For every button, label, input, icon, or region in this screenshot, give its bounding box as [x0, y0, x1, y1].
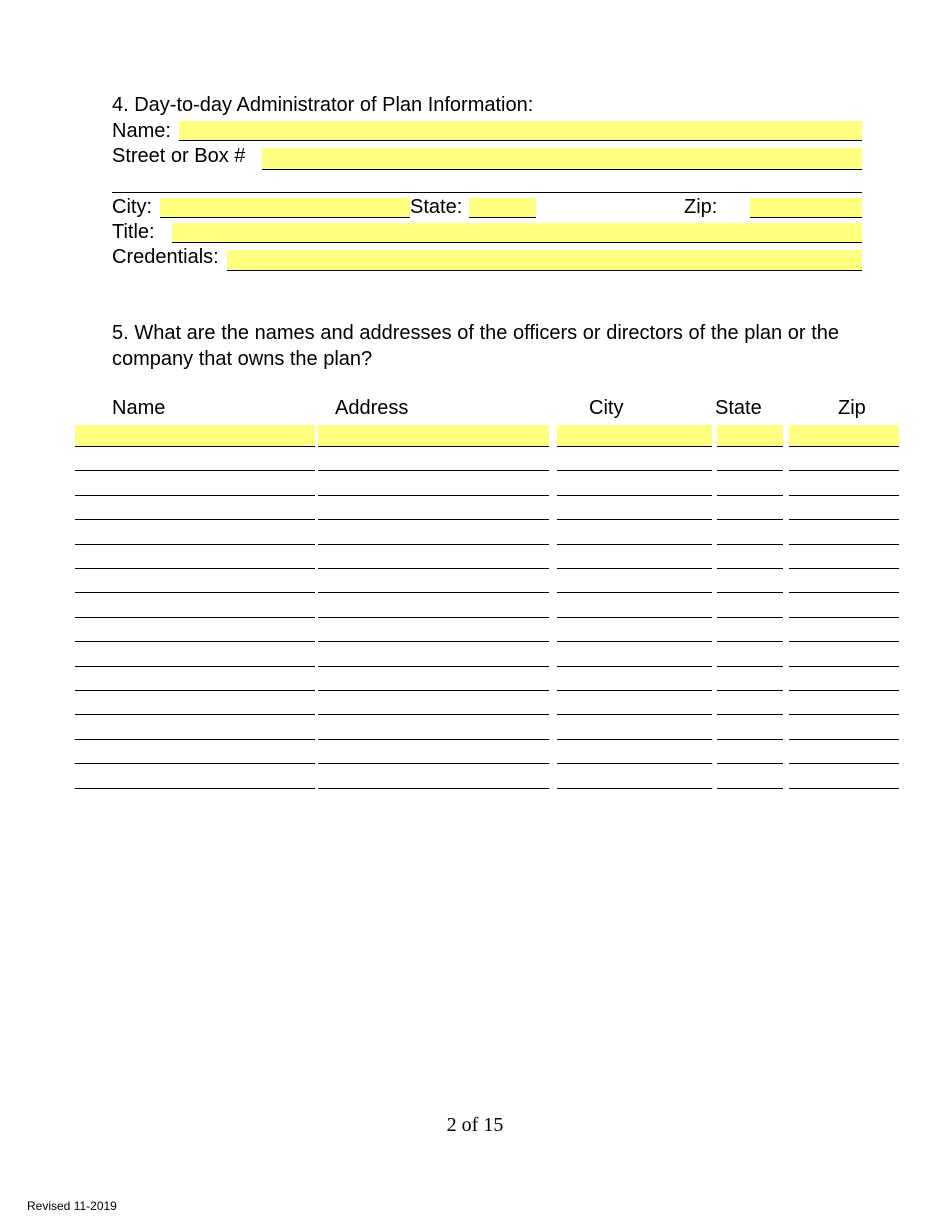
officer-name-field[interactable] — [75, 681, 315, 691]
officer-city-field[interactable] — [557, 730, 712, 740]
officer-address-field[interactable] — [318, 583, 549, 593]
officer-name-field[interactable] — [75, 425, 315, 447]
officer-address-field[interactable] — [318, 632, 549, 642]
officer-address-field[interactable] — [318, 705, 549, 715]
officer-state-field[interactable] — [717, 486, 783, 496]
officer-city-field[interactable] — [557, 705, 712, 715]
officer-city-field[interactable] — [557, 486, 712, 496]
revised-date: Revised 11-2019 — [27, 1199, 117, 1213]
officer-name-field[interactable] — [75, 535, 315, 545]
officer-zip-field[interactable] — [789, 730, 899, 740]
officer-state-field[interactable] — [717, 657, 783, 667]
officer-city-field[interactable] — [557, 510, 712, 520]
officer-state-field[interactable] — [717, 779, 783, 789]
officer-city-field[interactable] — [557, 461, 712, 471]
credentials-label: Credentials: — [112, 246, 219, 268]
officer-state-field[interactable] — [717, 583, 783, 593]
officer-zip-field[interactable] — [789, 535, 899, 545]
street-field[interactable] — [262, 148, 862, 170]
page-number: 2 of 15 — [446, 1114, 504, 1136]
officer-zip-field[interactable] — [789, 608, 899, 618]
officer-zip-field[interactable] — [789, 425, 899, 447]
officer-zip-field[interactable] — [789, 632, 899, 642]
officer-state-field[interactable] — [717, 705, 783, 715]
address-line-2[interactable] — [112, 185, 862, 193]
officer-city-field[interactable] — [557, 681, 712, 691]
officer-state-field[interactable] — [717, 608, 783, 618]
officer-city-field[interactable] — [557, 657, 712, 667]
officer-zip-field[interactable] — [789, 754, 899, 764]
officer-zip-field[interactable] — [789, 657, 899, 667]
officer-name-field[interactable] — [75, 486, 315, 496]
admin-name-field[interactable] — [179, 121, 862, 141]
officer-state-field[interactable] — [717, 510, 783, 520]
officer-city-field[interactable] — [557, 559, 712, 569]
column-header-state: State — [715, 397, 762, 419]
officer-state-field[interactable] — [717, 535, 783, 545]
officer-state-field[interactable] — [717, 730, 783, 740]
officer-address-field[interactable] — [318, 510, 549, 520]
officer-address-field[interactable] — [318, 535, 549, 545]
officer-zip-field[interactable] — [789, 510, 899, 520]
officer-zip-field[interactable] — [789, 559, 899, 569]
section4-heading: 4. Day-to-day Administrator of Plan Information: — [112, 94, 534, 116]
officer-state-field[interactable] — [717, 559, 783, 569]
city-field[interactable] — [160, 198, 410, 218]
officer-city-field[interactable] — [557, 779, 712, 789]
zip-field[interactable] — [750, 198, 862, 218]
officer-state-field[interactable] — [717, 632, 783, 642]
officer-state-field[interactable] — [717, 754, 783, 764]
officer-zip-field[interactable] — [789, 681, 899, 691]
officer-address-field[interactable] — [318, 425, 549, 447]
zip-label: Zip: — [684, 196, 718, 218]
title-label: Title: — [112, 221, 155, 243]
column-header-name: Name — [112, 397, 166, 419]
officer-name-field[interactable] — [75, 461, 315, 471]
officer-state-field[interactable] — [717, 425, 783, 447]
credentials-field[interactable] — [227, 250, 862, 271]
name-label: Name: — [112, 120, 171, 142]
column-header-zip: Zip — [838, 397, 866, 419]
officer-name-field[interactable] — [75, 730, 315, 740]
officer-address-field[interactable] — [318, 754, 549, 764]
section5-question: 5. What are the names and addresses of the officers or directors of the plan or the company that owns the plan? — [112, 322, 839, 370]
officer-zip-field[interactable] — [789, 583, 899, 593]
officer-address-field[interactable] — [318, 681, 549, 691]
officer-city-field[interactable] — [557, 425, 712, 447]
officer-name-field[interactable] — [75, 632, 315, 642]
officer-state-field[interactable] — [717, 681, 783, 691]
officer-zip-field[interactable] — [789, 461, 899, 471]
officer-name-field[interactable] — [75, 608, 315, 618]
officer-city-field[interactable] — [557, 535, 712, 545]
officer-zip-field[interactable] — [789, 779, 899, 789]
officer-city-field[interactable] — [557, 754, 712, 764]
officer-city-field[interactable] — [557, 608, 712, 618]
officer-address-field[interactable] — [318, 608, 549, 618]
state-field[interactable] — [469, 198, 536, 218]
officer-city-field[interactable] — [557, 583, 712, 593]
officer-address-field[interactable] — [318, 779, 549, 789]
officer-name-field[interactable] — [75, 510, 315, 520]
officer-state-field[interactable] — [717, 461, 783, 471]
officer-address-field[interactable] — [318, 461, 549, 471]
street-label: Street or Box # — [112, 145, 246, 167]
officer-address-field[interactable] — [318, 486, 549, 496]
officer-name-field[interactable] — [75, 559, 315, 569]
title-field[interactable] — [172, 223, 862, 243]
officer-address-field[interactable] — [318, 657, 549, 667]
state-label: State: — [410, 196, 463, 218]
officer-name-field[interactable] — [75, 705, 315, 715]
officer-address-field[interactable] — [318, 559, 549, 569]
city-label: City: — [112, 196, 152, 218]
officer-city-field[interactable] — [557, 632, 712, 642]
officer-address-field[interactable] — [318, 730, 549, 740]
officer-name-field[interactable] — [75, 583, 315, 593]
officer-name-field[interactable] — [75, 754, 315, 764]
officer-name-field[interactable] — [75, 779, 315, 789]
column-header-address: Address — [335, 397, 409, 419]
officer-name-field[interactable] — [75, 657, 315, 667]
column-header-city: City — [589, 397, 624, 419]
officer-zip-field[interactable] — [789, 486, 899, 496]
officer-zip-field[interactable] — [789, 705, 899, 715]
